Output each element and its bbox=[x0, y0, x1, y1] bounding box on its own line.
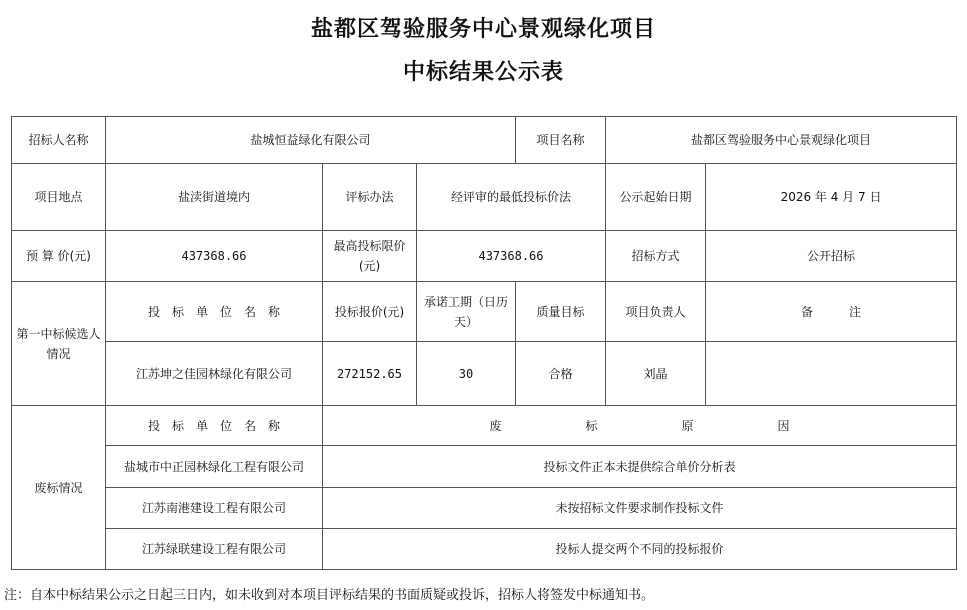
tenderer-value: 盐城恒益绿化有限公司 bbox=[106, 117, 516, 164]
project-name-value: 盐都区驾验服务中心景观绿化项目 bbox=[606, 117, 957, 164]
candidate-period: 30 bbox=[417, 342, 516, 406]
candidate-section-label: 第一中标候选人情况 bbox=[12, 282, 106, 406]
table-row bbox=[12, 446, 957, 488]
rejected-header-company: 投 标 单 位 名 称 bbox=[106, 406, 323, 446]
table-row bbox=[12, 282, 957, 342]
method-value: 公开招标 bbox=[706, 231, 957, 282]
rejected-company: 江苏绿联建设工程有限公司 bbox=[106, 529, 323, 570]
rejected-section-label: 废标情况 bbox=[12, 406, 106, 570]
tenderer-label: 招标人名称 bbox=[12, 117, 106, 164]
candidate-header-manager: 项目负责人 bbox=[606, 282, 706, 342]
table-row bbox=[12, 529, 957, 570]
rejected-header-reason: 废 标 原 因 bbox=[323, 406, 957, 446]
candidate-remark bbox=[706, 342, 957, 406]
start-date-label: 公示起始日期 bbox=[606, 164, 706, 231]
rejected-reason: 投标人提交两个不同的投标报价 bbox=[323, 529, 957, 570]
candidate-header-quality: 质量目标 bbox=[516, 282, 606, 342]
location-value: 盐渎街道境内 bbox=[106, 164, 323, 231]
candidate-header-price: 投标报价(元) bbox=[323, 282, 417, 342]
footnote: 注：自本中标结果公示之日起三日内，如未收到对本项目评标结果的书面质疑或投诉，招标人将签发中标通知书。 bbox=[4, 588, 655, 603]
candidate-price: 272152.65 bbox=[323, 342, 417, 406]
candidate-header-remark: 备 注 bbox=[706, 282, 957, 342]
start-date-value: 2026 年 4 月 7 日 bbox=[706, 164, 957, 231]
evaluation-label: 评标办法 bbox=[323, 164, 417, 231]
max-bid-label: 最高投标限价(元) bbox=[323, 231, 417, 282]
candidate-header-period: 承诺工期（日历天） bbox=[417, 282, 516, 342]
table-row bbox=[12, 406, 957, 446]
table-row bbox=[12, 164, 957, 231]
max-bid-value: 437368.66 bbox=[417, 231, 606, 282]
rejected-reason: 未按招标文件要求制作投标文件 bbox=[323, 488, 957, 529]
page-title: 盐都区驾验服务中心景观绿化项目 bbox=[310, 16, 656, 42]
budget-value: 437368.66 bbox=[106, 231, 323, 282]
rejected-company: 江苏南港建设工程有限公司 bbox=[106, 488, 323, 529]
candidate-quality: 合格 bbox=[516, 342, 606, 406]
table-row bbox=[12, 488, 957, 529]
candidate-manager: 刘晶 bbox=[606, 342, 706, 406]
candidate-header-company: 投 标 单 位 名 称 bbox=[106, 282, 323, 342]
project-name-label: 项目名称 bbox=[516, 117, 606, 164]
rejected-company: 盐城市中正园林绿化工程有限公司 bbox=[106, 446, 323, 488]
table-row bbox=[12, 117, 957, 164]
table-row bbox=[12, 231, 957, 282]
rejected-reason: 投标文件正本未提供综合单价分析表 bbox=[323, 446, 957, 488]
evaluation-value: 经评审的最低投标价法 bbox=[417, 164, 606, 231]
page-subtitle: 中标结果公示表 bbox=[402, 59, 564, 85]
budget-label: 预 算 价(元) bbox=[12, 231, 106, 282]
candidate-company: 江苏坤之佳园林绿化有限公司 bbox=[106, 342, 323, 406]
method-label: 招标方式 bbox=[606, 231, 706, 282]
table-row bbox=[12, 342, 957, 406]
location-label: 项目地点 bbox=[12, 164, 106, 231]
result-table bbox=[11, 116, 957, 570]
